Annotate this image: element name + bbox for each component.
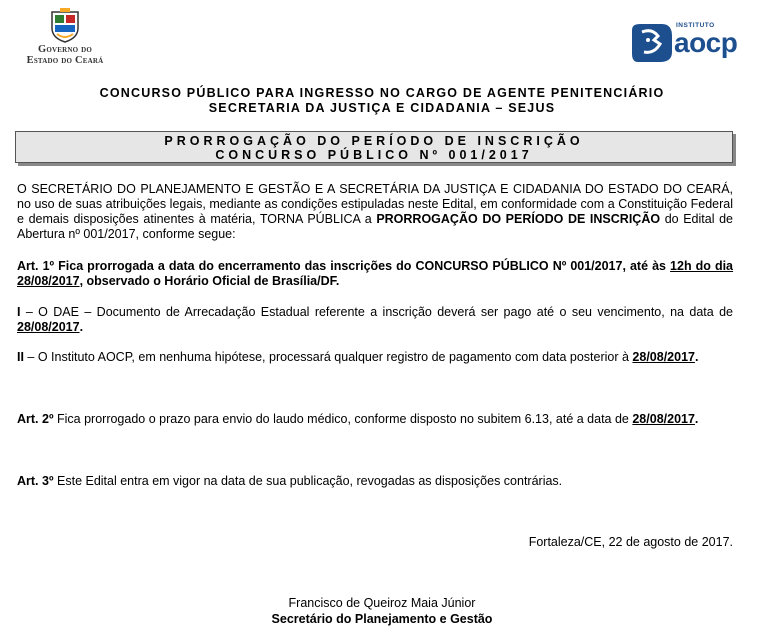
art1-underlined: 12h do dia 28/08/2017 — [17, 259, 734, 288]
item2-date: 28/08/2017 — [632, 350, 695, 364]
gov-logo-text-1: Governo do — [37, 44, 93, 55]
title-line-1: CONCURSO PÚBLICO PARA INGRESSO NO CARGO DE AGENTE PENITENCIÁRIO — [99, 86, 665, 100]
art2-label: Art. 2º — [17, 412, 54, 426]
art1-tail: , observado o Horário Oficial de Brasília/DF. — [79, 274, 340, 288]
item2-label: II — [17, 350, 24, 364]
aocp-logo — [628, 20, 738, 68]
prorrogacao-box — [15, 131, 733, 163]
art1-paragraph — [17, 259, 733, 289]
item2-paragraph — [17, 350, 733, 365]
intro-bold: PRORROGAÇÃO DO PERÍODO DE INSCRIÇÃO — [376, 212, 661, 226]
item1-label: I — [17, 305, 21, 319]
aocp-face-icon — [628, 22, 674, 64]
art1-text: Art. 1º Fica prorrogada a data do encerramento das inscrições do CONCURSO PÚBLICO Nº 001/2017, até às — [17, 259, 671, 273]
art2-text: Fica prorrogado o prazo para envio do laudo médico, conforme disposto no subitem 6.13, até a data de — [53, 412, 633, 426]
aocp-name: aocp — [674, 27, 738, 58]
item1-date: 28/08/2017 — [17, 320, 80, 334]
item1-tail: . — [79, 320, 84, 334]
aocp-instituto-label: INSTITUTO — [676, 22, 715, 29]
title-line-2: SECRETARIA DA JUSTIÇA E CIDADANIA – SEJUS — [208, 101, 556, 115]
art2-date: 28/08/2017 — [632, 412, 695, 426]
signature-name: Francisco de Queiroz Maia Júnior — [288, 596, 476, 610]
coat-of-arms-icon — [48, 8, 82, 44]
governo-ceara-logo — [10, 8, 120, 72]
box-line-2: CONCURSO PÚBLICO Nº 001/2017 — [215, 148, 533, 162]
intro-tail: do Edital de Abertura nº 001/2017, conforme segue: — [17, 212, 734, 241]
item2-tail: . — [694, 350, 699, 364]
signature-role: Secretário do Planejamento e Gestão — [271, 612, 493, 626]
intro-paragraph — [17, 182, 733, 242]
intro-text: O SECRETÁRIO DO PLANEJAMENTO E GESTÃO E A SECRETÁRIA DA JUSTIÇA E CIDADANIA DO ESTADO DO CEARÁ, no uso de suas atribuições legais, mediante as condições estipuladas neste Edital, em conformidade com a Constituição Federal e demais disposições atinentes à matéria, TORNA PÚBLICA a — [17, 182, 733, 226]
art2-paragraph — [17, 412, 733, 427]
item1-text: – O DAE – Documento de Arrecadação Estadual referente a inscrição deverá ser pago até o seu vencimento, na data de — [20, 305, 733, 319]
place-date: Fortaleza/CE, 22 de agosto de 2017. — [528, 535, 733, 549]
item1-paragraph — [17, 305, 733, 335]
item2-text: – O Instituto AOCP, em nenhuma hipótese, processará qualquer registro de pagamento com data posterior à — [23, 350, 633, 364]
art3-paragraph — [17, 474, 733, 489]
box-line-1: PRORROGAÇÃO DO PERÍODO DE INSCRIÇÃO — [164, 134, 584, 148]
art3-label: Art. 3º — [17, 474, 54, 488]
art2-tail: . — [694, 412, 699, 426]
gov-logo-text-2: Estado do Ceará — [26, 55, 104, 66]
art3-text: Este Edital entra em vigor na data de sua publicação, revogadas as disposições contrárias. — [53, 474, 563, 488]
